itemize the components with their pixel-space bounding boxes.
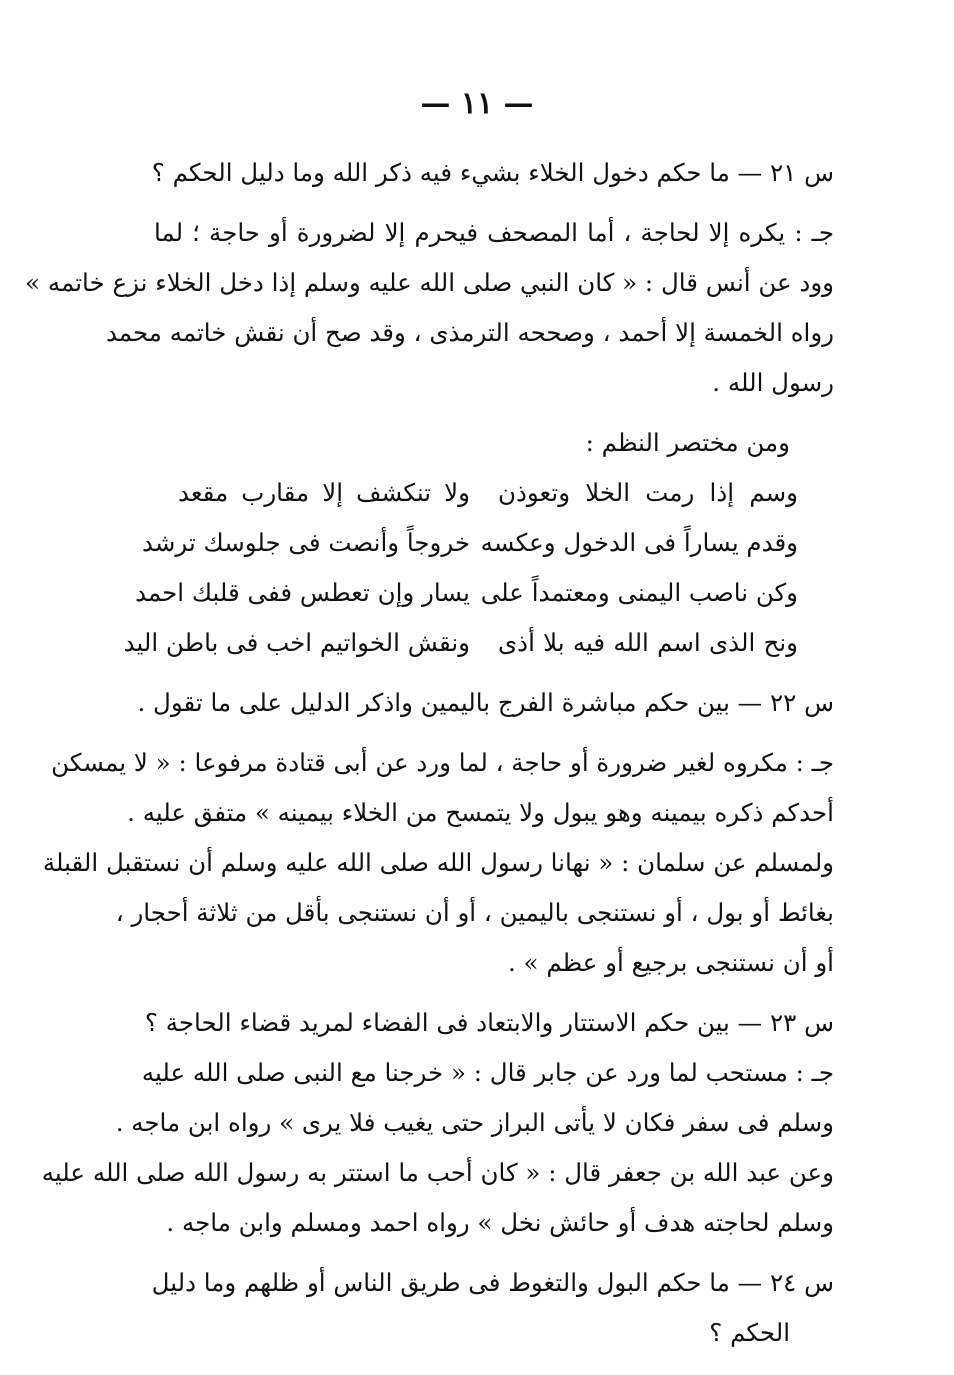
answer-line: جـ : مستحب لما ورد عن جابر قال : « خرجنا مع النبى صلى الله عليه xyxy=(141,1058,834,1087)
answer-line: رسول الله . xyxy=(712,368,834,397)
verse-first-half: ونح الذى اسم الله فيه بلا أذى xyxy=(498,628,798,657)
answer-line: ولمسلم عن سلمان : « نهانا رسول الله صلى الله عليه وسلم أن نستقبل القبلة xyxy=(42,848,834,877)
question-22: س ٢٢ — بين حكم مباشرة الفرج باليمين واذكر الدليل على ما تقول . xyxy=(137,688,834,717)
poem-verse xyxy=(135,568,834,618)
poem-verse xyxy=(142,518,834,568)
question-line: الحكم ؟ xyxy=(709,1318,790,1347)
verse-second-half: ونقش الخواتيم اخب فى باطن اليد xyxy=(123,628,470,657)
answer-line: أحدكم ذكره بيمينه وهو يبول ولا يتمسح من الخلاء بيمينه » متفق عليه . xyxy=(127,798,834,827)
answer-line: بغائط أو بول ، أو نستنجى باليمين ، أو أن نستنجى بأقل من ثلاثة أحجار ، xyxy=(115,898,834,927)
verse-first-half: وسم إذا رمت الخلا وتعوذن xyxy=(498,478,798,507)
answer-line: وود عن أنس قال : « كان النبي صلى الله عليه وسلم إذا دخل الخلاء نزع خاتمه » xyxy=(25,268,834,297)
question-23: س ٢٣ — بين حكم الاستتار والابتعاد فى الفضاء لمريد قضاء الحاجة ؟ xyxy=(144,1008,834,1037)
poem-verse xyxy=(154,468,834,518)
answer-23 xyxy=(41,1048,834,1248)
verse-first-half: وكن ناصب اليمنى ومعتمداً على xyxy=(480,578,798,607)
answer-line: وسلم فى سفر فكان لا يأتى البراز حتى يغيب فلا يرى » رواه ابن ماجه . xyxy=(115,1108,834,1137)
answer-line: أو أن نستنجى برجيع أو عظم » . xyxy=(507,948,834,977)
verse-second-half: ولا تنكشف إلا مقارب مقعد xyxy=(178,478,470,507)
poem-intro: ومن مختصر النظم : xyxy=(585,428,790,457)
answer-22 xyxy=(42,738,834,988)
answer-21 xyxy=(25,208,834,408)
verse-first-half: وقدم يساراً فى الدخول وعكسه xyxy=(480,528,798,557)
page-content xyxy=(25,148,834,1358)
page-number: — ١١ — xyxy=(420,86,534,121)
answer-line: جـ : يكره إلا لحاجة ، أما المصحف فيحرم إلا لضرورة أو حاجة ؛ لما xyxy=(154,218,834,247)
verse-second-half: يسار وإن تعطس ففى قلبك احمد xyxy=(135,578,470,607)
answer-line: رواه الخمسة إلا أحمد ، وصححه الترمذى ، وقد صح أن نقش خاتمه محمد xyxy=(105,318,834,347)
question-line: س ٢٤ — ما حكم البول والتغوط فى طريق الناس أو ظلهم وما دليل xyxy=(151,1268,834,1297)
poem-verses xyxy=(123,468,834,668)
poem-verse xyxy=(123,618,834,668)
answer-line: جـ : مكروه لغير ضرورة أو حاجة ، لما ورد عن أبى قتادة مرفوعا : « لا يمسكن xyxy=(51,748,834,777)
answer-line: وسلم لحاجته هدف أو حائش نخل » رواه احمد ومسلم وابن ماجه . xyxy=(166,1208,834,1237)
answer-line: وعن عبد الله بن جعفر قال : « كان أحب ما استتر به رسول الله صلى الله عليه xyxy=(41,1158,834,1187)
question-24 xyxy=(151,1258,834,1358)
question-21: س ٢١ — ما حكم دخول الخلاء بشيء فيه ذكر الله وما دليل الحكم ؟ xyxy=(151,158,834,187)
verse-second-half: خروجاً وأنصت فى جلوسك ترشد xyxy=(142,528,470,557)
